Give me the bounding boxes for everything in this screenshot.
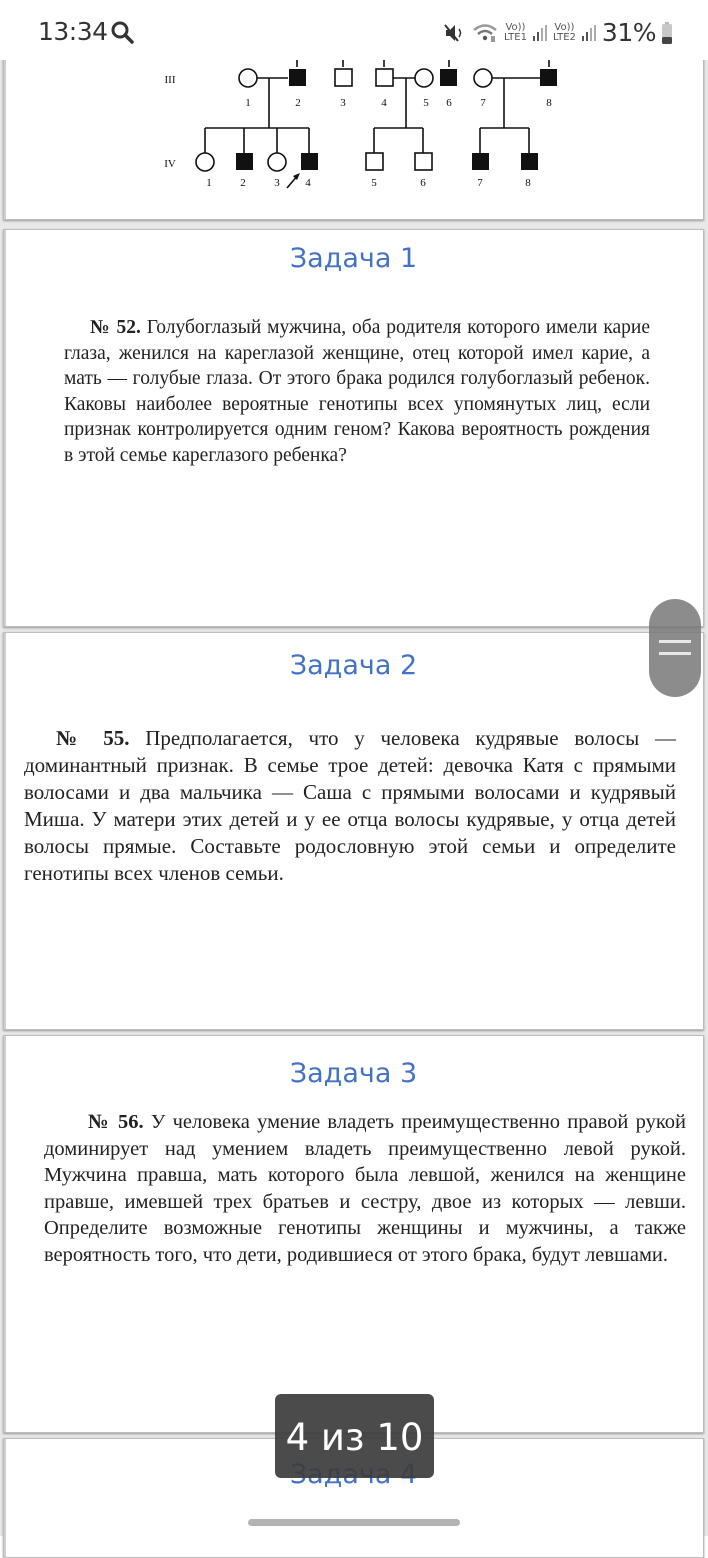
- task-text: [64, 315, 650, 468]
- generation-label-iii: III: [164, 74, 176, 86]
- ped-label: 8: [525, 177, 531, 189]
- task-text: [44, 1109, 686, 1268]
- sim1-label: [504, 23, 527, 43]
- lte-label: LTE1: [503, 31, 527, 43]
- ped-label: 1: [206, 177, 212, 189]
- ped-label: 6: [420, 177, 426, 189]
- grip-line-icon: [659, 652, 691, 655]
- ped-label: 5: [371, 177, 377, 189]
- signal-icon: [533, 25, 547, 41]
- ped-label: 6: [446, 97, 452, 109]
- task-text: [24, 725, 676, 887]
- task-body: Предполагается, что у человека кудрявые волосы — доминантный признак. В семье трое детей: девочка Катя с прямыми волосами и два мальчика — Саша с прямыми волосами и кудрявый Миша. У матери этих детей и у ее отца волосы кудрявые, у отца детей волосы прямые. Составьте родословную этой семьи и определите генотипы всех членов семьи.: [24, 726, 676, 885]
- ped-label: 4: [381, 97, 387, 109]
- ped-label: 3: [340, 97, 346, 109]
- search-icon[interactable]: [110, 20, 134, 44]
- fast-scroll-handle[interactable]: [649, 599, 701, 697]
- ped-label: 7: [477, 177, 483, 189]
- ped-label: 7: [480, 97, 486, 109]
- task-body: Голубоглазый мужчина, оба родителя которого имели карие глаза, женился на кареглазой женщине, отец которой имел карие, а мать — голубые глаза. От этого брака родился голубоглазый ребенок. Каковы наиболее вероятные генотипы всех упомянутых лиц, если признак контролируется одним геном? Какова вероятность рождения в этой семье кареглазого ребенка?: [64, 317, 650, 466]
- sim2-label: [553, 23, 576, 43]
- page-indicator: 4 из 10: [275, 1394, 434, 1478]
- ped-label: 2: [295, 97, 301, 109]
- task-number: № 52.: [90, 317, 141, 338]
- home-gesture-bar[interactable]: [248, 1519, 460, 1526]
- ped-label: 3: [274, 177, 280, 189]
- battery-icon: [662, 22, 672, 44]
- grip-line-icon: [659, 640, 691, 643]
- wifi-icon: [472, 23, 498, 43]
- volte-label: Vo)): [505, 21, 526, 33]
- battery-percent: 31%: [601, 18, 656, 47]
- task-body: У человека умение владеть преимущественно правой рукой доминирует над умением владеть преимущественно левой рукой. Мужчина правша, мать которого была левшой, женился на женщине правше, имевшей трех братьев и сестру, двое из которых — левши. Определите возможные генотипы женщины и мужчины, а также вероятность того, что дети, родившиеся от этого брака, будут левшами.: [44, 1111, 686, 1266]
- volte-label: Vo)): [554, 21, 575, 33]
- pedigree-diagram: [144, 45, 584, 205]
- generation-label-iv: IV: [164, 158, 176, 170]
- page-title: Задача 3: [289, 1058, 418, 1089]
- ped-label: 5: [423, 97, 429, 109]
- page-task-2: [3, 632, 704, 1030]
- task-number: № 56.: [88, 1111, 144, 1133]
- page-task-1: [3, 229, 704, 627]
- page-title: Задача 2: [289, 650, 418, 681]
- ped-label: 8: [546, 97, 552, 109]
- task-number: № 55.: [56, 726, 130, 750]
- clock: 13:34: [38, 17, 108, 46]
- signal-icon: [582, 25, 596, 41]
- page-task-3: [3, 1035, 704, 1433]
- ped-label: 4: [305, 177, 311, 189]
- lte-label: LTE2: [552, 31, 576, 43]
- status-bar: [0, 0, 708, 60]
- page-title: Задача 1: [289, 243, 418, 274]
- ped-label: 1: [245, 97, 251, 109]
- ped-label: 2: [240, 177, 246, 189]
- mute-icon: [444, 22, 466, 44]
